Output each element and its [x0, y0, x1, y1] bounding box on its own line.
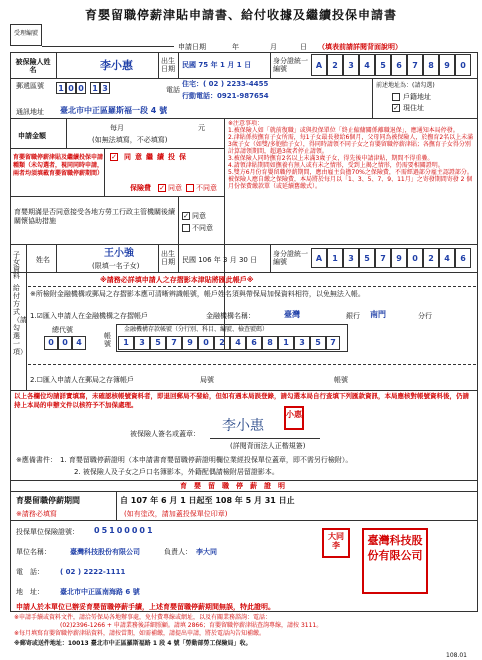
amount-unit: 元 [198, 124, 205, 132]
period-value: 自 107 年 6 月 1 日起至 108 年 5 月 31 日止 [120, 496, 295, 505]
consent-disagree-checkbox[interactable] [182, 224, 190, 232]
account-digit: 8 [262, 336, 278, 350]
child-id-digit: 7 [375, 248, 391, 268]
account-digit: 7 [166, 336, 182, 350]
post-account-label: 帳號 [334, 376, 348, 384]
note-line: 3.被保險人同時撫育2名以上未滿3歲子女，得先後申請津貼，期間不得重疊。 [228, 155, 434, 162]
branch-name: 南門 [370, 310, 386, 319]
postal-digit: 1 [90, 82, 100, 94]
account-digit: 2 [214, 336, 230, 350]
footer-line5: ※郵寄或送件地址：10013 臺北市中正區羅斯福路 1 段 4 號「勞動部勞工保險局」收。 [14, 640, 252, 647]
signature-name: 李小惠 [222, 418, 264, 434]
code-digit: 4 [72, 336, 86, 350]
id-digit: 9 [439, 54, 455, 76]
receipt-label: 受理編號 [13, 30, 38, 37]
household-checkbox-2[interactable]: ✓ [393, 104, 399, 112]
code-digit: 0 [58, 336, 72, 350]
account-digit: 6 [246, 336, 262, 350]
child-id-digit: 5 [359, 248, 375, 268]
child-id-digit: 0 [407, 248, 423, 268]
owner-stamp: 大同李 [322, 528, 350, 558]
proof-banner-text: 育 嬰 留 職 停 薪 證 明 [180, 482, 285, 490]
unit-addr-label: 地 址： [16, 588, 44, 596]
declaration-title: ※應備書件： [16, 456, 57, 464]
phone-home: 住宅：( 02 ) 2233-4455 [182, 80, 269, 88]
account-digit: 3 [134, 336, 150, 350]
insured-name-label: 被保險人姓名 [15, 58, 51, 74]
year-label: 年 [232, 43, 239, 51]
unit-phone-value: ( 02 ) 2222-1111 [60, 568, 126, 576]
child-section-label: 子女資料 [13, 251, 20, 280]
footer-line1: 申請人於本單位已辦妥育嬰留職停薪手續，上述育嬰留職停薪期間無誤，特此證明。 [16, 603, 275, 611]
phone-label: 電話 [166, 86, 180, 94]
apply-date-label: 申請日期 [178, 43, 206, 51]
header-notice: （填表前請詳閱背面說明） [318, 43, 402, 51]
note-line: ※注意事項： [228, 120, 264, 127]
postal-digit: 0 [76, 82, 86, 94]
declaration-item1: 1. 育嬰留職停薪證明（本申請書育嬰留職停薪證明欄位業經投保單位蓋章，即不需另行檢附）。 [60, 456, 353, 464]
id-digit: 8 [423, 54, 439, 76]
account-digit: 0 [198, 336, 214, 350]
child-birth-value: 民國 106 年 3 月 30 日 [182, 256, 258, 264]
address-label: 通訊地址 [16, 108, 44, 116]
unit-id-value: 05100001 [94, 526, 155, 535]
code-label: 總代號 [52, 326, 73, 334]
account-label: 帳號 [104, 332, 111, 348]
id-digit: 4 [359, 54, 375, 76]
owner-label: 負責人： [164, 548, 192, 556]
payment-section-label: 給付方式（請勾選一項） [13, 284, 27, 356]
amount-hint: (如無法填寫，不必填寫) [92, 136, 168, 144]
form-title: 育嬰留職停薪津貼申請書、給付收據及繼續投保申請書 [84, 8, 397, 22]
unit-name-label: 單位名稱： [16, 548, 51, 556]
insured-id-label: 身分證統一編號 [273, 57, 308, 73]
account-digit: 1 [278, 336, 294, 350]
note-line: 4.請領津貼期間如撫養有無人或有未之情形，受到上揭之情形，仍需要相關證明。 [228, 162, 444, 169]
postal-digit: 1 [56, 82, 66, 94]
period-label: 育嬰留職停薪期間 [16, 496, 80, 505]
child-id-digit: 2 [423, 248, 439, 268]
child-id-digit: 3 [343, 248, 359, 268]
account-digit: 1 [118, 336, 134, 350]
declaration-item2: 2. 被保險人及子女之戶口名簿影本，外籍配偶請檢附居留證影本。 [74, 468, 279, 476]
combined-checkbox[interactable]: ✓ [111, 153, 117, 161]
form-number: 108.01 [446, 652, 467, 659]
id-digit: 7 [407, 54, 423, 76]
child-id-label: 身分證統一編號 [273, 250, 308, 266]
id-digit: 0 [455, 54, 471, 76]
bank-name: 臺灣 [284, 310, 300, 319]
note-line: 1.被保險人如「就前復職」或與投保單位「終止僱傭關係離職退保」，應通知本局停發。 [228, 127, 459, 134]
child-relation: (限填一名子女) [92, 262, 140, 270]
child-name-value: 王小強 [104, 248, 134, 259]
child-id-digit: A [311, 248, 327, 268]
footer-line4: ※每月填寫育嬰留職停薪津貼資料，請按當期，如需補繳，請提出申請，將於電話內告知補繳。 [14, 630, 266, 637]
child-name-label: 姓名 [36, 256, 50, 264]
account-digit: 7 [326, 336, 340, 350]
household-opt1: 戶籍地址 [403, 93, 431, 101]
period-red-hint: ※請務必填寫 [16, 510, 57, 518]
insure-no: 不同意 [196, 184, 217, 192]
amount-label: 申請金額 [18, 132, 46, 140]
signature-stamp: 小惠 [284, 406, 304, 430]
note-line: 2.津貼係按撫育子女所需，每1子女最長發給6個月，父母同為被保險人，於撫育2名以上未滿3歲子女（如雙/多胞胎子女），得同時請領不同子女之育嬰留職停薪津貼；各撫育子女得分別計算請領期間，超過3歲者停止請領。 [228, 134, 474, 155]
footer-line3: (02)2396-1266 + 申請業務後詳細照顧。請填 2866；育嬰留職停薪津貼查詢專線，請按 3111。 [60, 622, 323, 629]
child-id-digit: 4 [439, 248, 455, 268]
consent-label: 育嬰期滿是否同意接受各地方勞工行政主管機關後續關懷協助措施 [14, 208, 175, 225]
household-checkbox-1[interactable] [392, 93, 400, 101]
notes-panel [228, 120, 476, 244]
unit-id-label: 投保單位保險證號： [16, 528, 79, 536]
id-digit: 3 [343, 54, 359, 76]
address-value: 臺北市中正區羅斯福一段 4 號 [60, 106, 168, 115]
owner-value: 李大同 [196, 548, 217, 556]
consent-disagree: 不同意 [192, 224, 213, 232]
id-digit: 2 [327, 54, 343, 76]
child-id-digit: 1 [327, 248, 343, 268]
unit-name-value: 臺灣科技股份有限公司 [70, 548, 140, 556]
payment-note: ※所檢附金融機構或郵局之存摺影本應可清晰辨識帳號，帳戶姓名須與帶保局加保資料相符，以免無法入帳。 [30, 290, 365, 298]
dash-divider [28, 286, 476, 287]
month-label: 月 [270, 43, 277, 51]
post-branch-label: 局號 [200, 376, 214, 384]
account-digit: 5 [150, 336, 166, 350]
unit-phone-label: 電 話： [16, 568, 44, 576]
account-digit: 4 [230, 336, 246, 350]
consent-agree: 同意 [192, 212, 206, 220]
payment-banner: ※請務必詳填申請人之存摺影本津貼將匯此帳戶※ [100, 276, 254, 284]
warning-text: 以上各欄位均請詳實填寫，未確認核帳號資料者，即退回郵局不發給，但如有遇本局誤登錄，請勾選本局自行查填下列匯款資訊，本局應核對帳號資料後，仍請持上本局的申辦文件以核符予不加保處理。 [14, 392, 469, 409]
child-birth-label: 出生日期 [161, 250, 175, 266]
amount-monthly: 每月 [110, 124, 124, 132]
day-label: 日 [300, 43, 307, 51]
note-line: 5.雙方6月份育嬰留職停薪期間，應由雇主負擔70%之保險費，不需經過部分雇主認證部分。被保險人應自繳之保險費，本局將於每月以「1、3、5、7、9、11月」之寄發期間寄發 2 個月份保費繳款單（或延續舊繳式）。 [228, 169, 473, 190]
bank-suffix: 銀行 [346, 312, 360, 320]
combined-label: 育嬰留職停薪津貼及繼續投保申請種類（未勾選者，視同同時申請，兩者均須填載育嬰留職停薪期間） [13, 154, 104, 177]
unit-addr-value: 臺北市中正區南海路 6 號 [60, 588, 140, 596]
child-id-digit: 6 [455, 248, 471, 268]
postal-digit: 3 [100, 82, 110, 94]
household-label: 前述地址為：(請勾選) [376, 82, 435, 89]
account-hint: 金融機構存款帳號（分行別、科目、編號、檢查號碼） [124, 326, 269, 333]
branch-suffix: 分行 [418, 312, 432, 320]
bank-label: 金融機構名稱： [206, 312, 255, 320]
insured-birth-label: 出生日期 [161, 57, 175, 73]
id-digit: A [311, 54, 327, 76]
combined-opt-same: 同意繼續投保 [124, 153, 190, 161]
period-hint: (如有塗改，請加蓋投保單位印章) [124, 510, 228, 518]
signature-label: 被保險人簽名或蓋章： [130, 430, 200, 438]
household-opt2: 現住址 [403, 104, 424, 112]
insured-name-value: 李小惠 [100, 59, 133, 72]
child-id-digit: 9 [391, 248, 407, 268]
payment-opt2: 2.☐匯入申請人在郵局之存簿帳戶 [30, 376, 134, 384]
phone-mobile: 行動電話：0921-987654 [182, 92, 269, 100]
footer-line2: ※申請手續或資料文件，請洽勞保局各地辦事處，免付費專線或網址，以及有關業務諮詢：電話： [14, 614, 272, 621]
id-digit: 6 [391, 54, 407, 76]
account-digit: 5 [310, 336, 326, 350]
account-digit: 3 [294, 336, 310, 350]
payment-opt1: 1.☑匯入申請人在金融機構之存摺帳戶 [30, 312, 148, 320]
account-digit: 9 [182, 336, 198, 350]
insured-birth-value: 民國 75 年 1 月 1 日 [182, 61, 252, 69]
insure-yes: 同意 [168, 184, 182, 192]
consent-agree-checkbox[interactable]: ✓ [183, 212, 189, 220]
postal-digit: 0 [66, 82, 76, 94]
insure-no-checkbox[interactable] [186, 184, 194, 192]
postal-label: 郵遞區號 [16, 82, 44, 90]
insure-yes-checkbox[interactable]: ✓ [159, 184, 165, 192]
combined-opt-insure: 保險費 [130, 184, 151, 192]
code-digit: 0 [44, 336, 58, 350]
signature-hint: (詳閱背面法人正楷規簽) [230, 442, 306, 450]
id-digit: 5 [375, 54, 391, 76]
company-stamp: 臺灣科技股份有限公司 [362, 528, 428, 594]
